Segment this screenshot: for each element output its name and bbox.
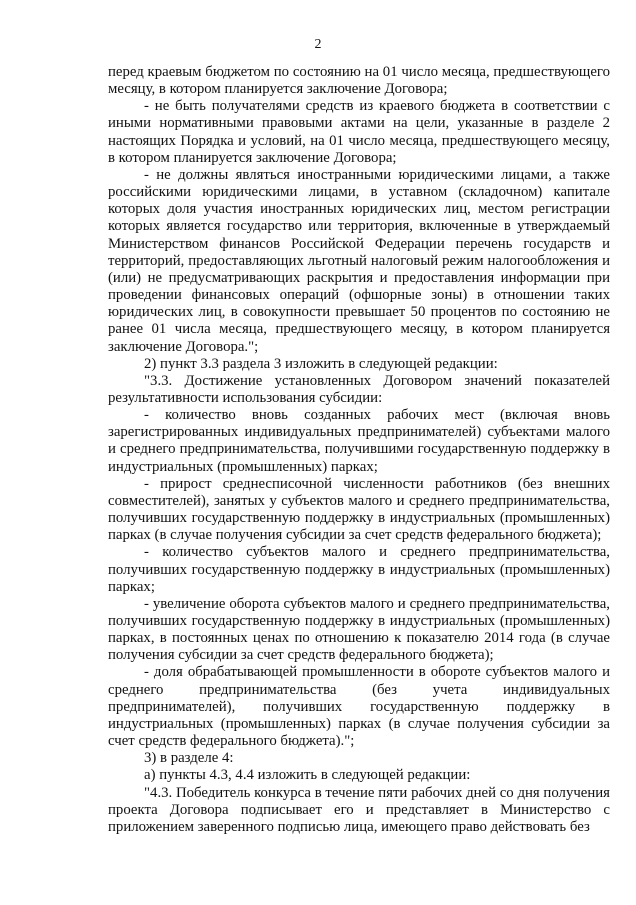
paragraph: - прирост среднесписочной численности работников (без внешних совместителей), занятых у субъектов малого и среднего предпринимательства, получивших государственную поддержку в индустриальных (промышленных) парках (в случае получения субсидии за счет средств федерального бюджета); xyxy=(108,475,610,544)
document-body xyxy=(108,64,610,836)
paragraph: - не должны являться иностранными юридическими лицами, а также российскими юридическими лицами, в уставном (складочном) капитале которых доля участия иностранных юридических лиц, местом регистрации которых является государство или территория, включенные в утверждаемый Министерством финансов Российской Федерации перечень государств и территорий, предоставляющих льготный налоговый режим налогообложения и (или) не предусматривающих раскрытия и предоставления информации при проведении финансовых операций (офшорные зоны) в отношении таких юридических лиц, в совокупности превышает 50 процентов по состоянию не ранее 01 числа месяца, предшествующего месяцу, в котором планируется заключение Договора."; xyxy=(108,166,610,355)
paragraph: "3.3. Достижение установленных Договором значений показателей результативности использования субсидии: xyxy=(108,372,610,406)
paragraph: "4.3. Победитель конкурса в течение пяти рабочих дней со дня получения проекта Договора подписывает его и представляет в Министерство с приложением заверенного подписью лица, имеющего право действовать без xyxy=(108,784,610,835)
paragraph: - увеличение оборота субъектов малого и среднего предпринимательства, получивших государственную поддержку в индустриальных (промышленных) парках, в постоянных ценах по отношению к показателю 2014 года (в случае получения субсидии за счет средств федерального бюджета); xyxy=(108,595,610,664)
paragraph: 2) пункт 3.3 раздела 3 изложить в следующей редакции: xyxy=(144,355,498,372)
paragraph: - количество субъектов малого и среднего предпринимательства, получивших государственную поддержку в индустриальных (промышленных) парках; xyxy=(108,544,610,595)
paragraph: - количество вновь созданных рабочих мест (включая вновь зарегистрированных индивидуальных предпринимателей) субъектами малого и среднего предпринимательства, получившими государственную поддержку в индустриальных (промышленных) парках; xyxy=(108,407,610,475)
page-number: 2 xyxy=(314,37,322,52)
paragraph: а) пункты 4.3, 4.4 изложить в следующей редакции: xyxy=(144,767,471,784)
paragraph: - не быть получателями средств из краевого бюджета в соответствии с иными нормативными правовыми актами на цели, указанные в разделе 2 настоящих Порядка и условий, на 01 число месяца, предшествующего месяцу, в котором планируется заключение Договора; xyxy=(108,98,610,166)
paragraph: - доля обрабатывающей промышленности в обороте субъектов малого и среднего предпринимательства (без учета индивидуальных предпринимателей), получивших государственную поддержку в индустриальных (промышленных) парках (в случае получения субсидии за счет средств федерального бюджета)."; xyxy=(108,664,610,750)
paragraph: перед краевым бюджетом по состоянию на 01 число месяца, предшествующего месяцу, в котором планируется заключение Договора; xyxy=(108,64,610,98)
paragraph: 3) в разделе 4: xyxy=(144,750,234,767)
